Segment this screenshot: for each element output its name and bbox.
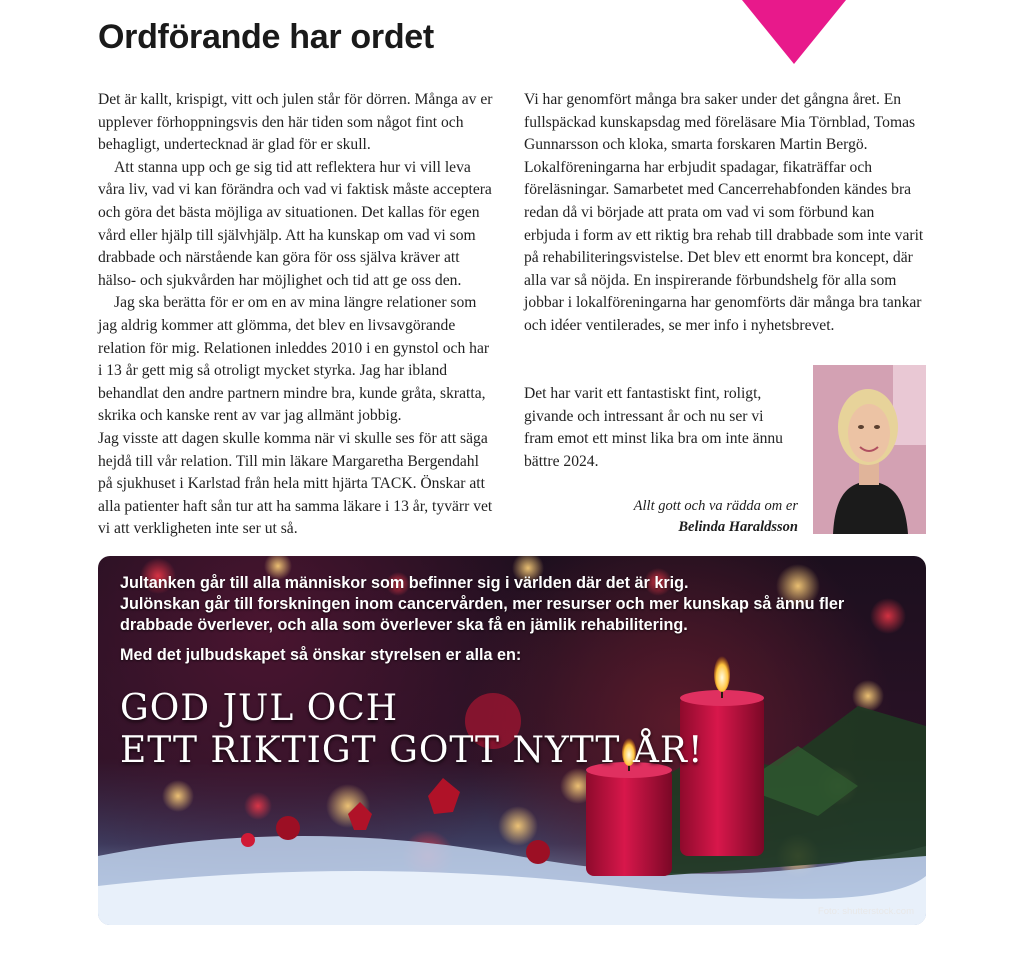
- decorative-pink-triangle: [742, 0, 846, 64]
- paragraph: Det har varit ett fantastiskt fint, roligt, givande och intressant år och nu ser vi fram emot ett minst lika bra om inte ännu bättre 2024.: [524, 385, 783, 470]
- page-title: Ordförande har ordet: [98, 18, 434, 56]
- closing-paragraph-block: [524, 383, 796, 473]
- photo-credit: Foto: shutterstock.com: [817, 906, 914, 917]
- banner-line: Julönskan går till forskningen inom cancervården, mer resurser och mer kunskap så ännu fler drabbade överlever, och alla som överlever ska få en jämlik rehabilitering.: [120, 595, 845, 634]
- signoff: [634, 496, 798, 538]
- author-photo: [813, 365, 926, 534]
- right-column: [524, 89, 924, 338]
- greeting-line: ETT RIKTIGT GOTT NYTT ÅR!: [120, 730, 704, 771]
- paragraph: Det är kallt, krispigt, vitt och julen står för dörren. Många av er upplever förhoppningsvis den här tiden som något fint och behagligt, undertecknad är glad för er skull.: [98, 91, 493, 154]
- banner-line: Jultanken går till alla människor som befinner sig i världen där det är krig.: [120, 574, 689, 592]
- banner-line: Med det julbudskapet så önskar styrelsen er alla en:: [120, 646, 522, 664]
- paragraph: Att stanna upp och ge sig tid att reflektera hur vi vill leva våra liv, vad vi kan förändra och vad vi faktisk måste acceptera och göra det bästa möjliga av situationen. Det kallas för egen vård eller hjälp till självhjälp. Att ha kunskap om vad vi som drabbade och närstående kan göra för oss själva kräver att hälso- och sjukvården har möjlighet och tid att ge oss den.: [98, 158, 492, 289]
- holiday-greeting: [120, 688, 703, 772]
- christmas-banner: [98, 556, 926, 925]
- paragraph: Vi har genomfört många bra saker under det gångna året. En fullspäckad kunskapsdag med föreläsare Mia Törnblad, Tomas Gunnarsson och kloka, smarta forskaren Martin Bergö. Lokalföreningarna har erbjudit spadagar, fikaträffar och föreläsningar. Samarbetet med Cancerrehabfonden kändes bra redan då vi började att prata om vad vi som förbund kan erbjuda i form av ett riktig bra rehab till drabbade som inte varit på rehabiliteringsvistelse. Det blev ett enormt bra koncept, där alla var så nöjda. En inspirerande förbundshelg för alla som jobbar i lokalföreningarna har genomförts där många bra tankar och idéer ventilerades, se mer info i nyhetsbrevet.: [524, 91, 924, 334]
- paragraph: Jag visste att dagen skulle komma när vi skulle ses för att säga hejdå till vår relation. Till min läkare Margaretha Bergendahl på sjukhuset i Karlstad från hela mitt hjärta TACK. Önskar att alla patienter haft sån tur att ha samma läkare i 13 år, tyvärr vet vi att verkligheten inte ser ut så.: [98, 429, 493, 538]
- signoff-closing: Allt gott och va rädda om er: [633, 498, 798, 514]
- paragraph: Jag ska berätta för er om en av mina längre relationer som jag aldrig kommer att glömma, det blev en livsavgörande relation för mig. Relationen inleddes 2010 i en gynstol och har i 13 år gett mig så otroligt mycket styrka. Jag har ibland behandlat den andre partnern mindre bra, kunde gråta, skratta, skrika och kanske rent av var jag allmänt jobbig.: [98, 294, 490, 425]
- signoff-name: Belinda Haraldsson: [678, 519, 798, 535]
- banner-message: [120, 573, 900, 666]
- left-column: [98, 89, 496, 541]
- greeting-line: GOD JUL OCH: [120, 688, 399, 729]
- portrait-illustration: [813, 365, 926, 534]
